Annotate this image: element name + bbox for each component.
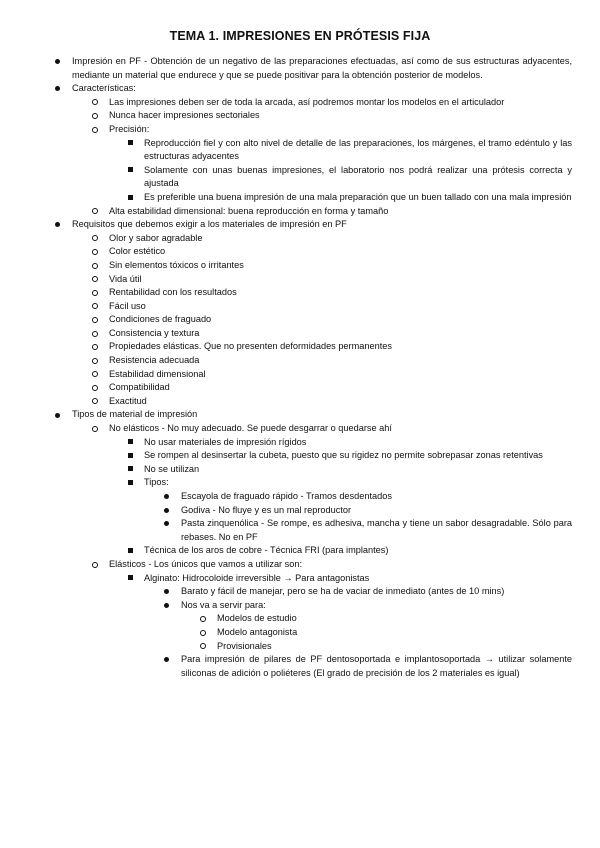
item-text: No elásticos - No muy adecuado. Se puede desgarrar o quedarse ahí <box>109 423 392 434</box>
item-text: Precisión: <box>109 123 150 134</box>
list-item <box>0 96 600 110</box>
bullet-circle-icon <box>92 245 98 259</box>
list-item <box>0 82 600 96</box>
nested-list <box>0 137 600 205</box>
item-text: Escayola de fraguado rápido - Tramos desdentados <box>181 491 392 501</box>
item-text: Para impresión de pilares de PF dentosoportada e implantosoportada → utilizar solamente siliconas de adición o poliéteres (El grado de precisión de los 2 materiales es igual) <box>181 654 572 678</box>
bullet-square-icon <box>128 436 133 450</box>
bullet-circle-icon <box>92 286 98 300</box>
list-item <box>0 422 600 436</box>
bullet-dot-icon <box>164 599 169 613</box>
outline-level-2 <box>0 422 600 680</box>
outline-level-2 <box>0 96 600 218</box>
bullet-dot-icon <box>55 408 60 422</box>
item-text: Tipos: <box>144 477 169 488</box>
item-text: Propiedades elásticas. Que no presenten deformidades permanentes <box>109 341 392 352</box>
list-item <box>0 436 600 450</box>
outline-level-3 <box>0 436 600 558</box>
item-text: Técnica de los aros de cobre - Técnica FRI (para implantes) <box>144 545 389 556</box>
list-item <box>0 286 600 300</box>
bullet-square-icon <box>128 544 133 558</box>
nested-list <box>0 572 600 681</box>
bullet-circle-icon <box>92 96 98 110</box>
nested-list <box>0 232 600 409</box>
list-item <box>0 517 600 544</box>
list-item <box>0 55 600 82</box>
list-item <box>0 476 600 490</box>
list-item <box>0 218 600 232</box>
bullet-circle-icon <box>200 640 206 654</box>
list-item <box>0 612 600 626</box>
document-body <box>0 55 600 680</box>
bullet-dot-icon <box>55 218 60 232</box>
item-text: No se utilizan <box>144 463 200 474</box>
nested-list <box>0 490 600 544</box>
item-text: Color estético <box>109 246 166 257</box>
item-text: Modelo antagonista <box>217 626 298 637</box>
list-item <box>0 599 600 613</box>
item-text: Se rompen al desinsertar la cubeta, puesto que su rigidez no permite sobrepasar zonas retentivas <box>144 450 543 461</box>
bullet-dot-icon <box>164 517 169 531</box>
bullet-circle-icon <box>92 232 98 246</box>
item-text: Elásticos - Los únicos que vamos a utilizar son: <box>109 558 303 569</box>
nested-list <box>0 612 600 653</box>
list-item <box>0 109 600 123</box>
page-title: TEMA 1. IMPRESIONES EN PRÓTESIS FIJA <box>169 29 431 43</box>
item-text: Nos va a servir para: <box>181 599 266 610</box>
list-item <box>0 327 600 341</box>
bullet-circle-icon <box>92 395 98 409</box>
item-text: Barato y fácil de manejar, pero se ha de vaciar de inmediato (antes de 10 mins) <box>181 586 505 597</box>
bullet-dot-icon <box>164 653 169 667</box>
outline-level-1 <box>0 55 600 680</box>
item-text: Alginato: Hidrocoloide irreversible → Para antagonistas <box>144 572 370 583</box>
list-item <box>0 408 600 422</box>
bullet-square-icon <box>128 191 133 205</box>
bullet-circle-icon <box>200 612 206 626</box>
item-text: Reproducción fiel y con alto nivel de detalle de las preparaciones, los márgenes, el tramo edéntulo y las estructuras adyacentes <box>144 137 572 162</box>
bullet-circle-icon <box>92 340 98 354</box>
item-text: Alta estabilidad dimensional: buena reproducción en forma y tamaño <box>109 205 389 216</box>
item-text: Condiciones de fraguado <box>109 314 212 325</box>
bullet-dot-icon <box>55 82 60 96</box>
item-text: No usar materiales de impresión rígidos <box>144 436 307 447</box>
bullet-square-icon <box>128 463 133 477</box>
list-item <box>0 354 600 368</box>
list-item <box>0 395 600 409</box>
item-text: Las impresiones deben ser de toda la arcada, así podremos montar los modelos en el articulador <box>109 96 505 107</box>
list-item <box>0 490 600 504</box>
bullet-square-icon <box>128 572 133 586</box>
item-text: Fácil uso <box>109 300 146 311</box>
bullet-circle-icon <box>92 259 98 273</box>
list-item <box>0 205 600 219</box>
item-text: Características: <box>72 83 136 94</box>
bullet-dot-icon <box>164 490 169 504</box>
item-text: Consistencia y textura <box>109 327 200 338</box>
list-item <box>0 449 600 463</box>
item-text: Tipos de material de impresión <box>72 409 198 420</box>
item-text: Requisitos que debemos exigir a los materiales de impresión en PF <box>72 219 347 230</box>
bullet-circle-icon <box>92 327 98 341</box>
item-text: Godiva - No fluye y es un mal reproductor <box>181 504 352 515</box>
nested-list <box>0 96 600 218</box>
bullet-circle-icon <box>92 368 98 382</box>
bullet-square-icon <box>128 164 133 178</box>
bullet-square-icon <box>128 449 133 463</box>
item-text: Nunca hacer impresiones sectoriales <box>109 110 260 121</box>
bullet-circle-icon <box>92 354 98 368</box>
item-text: Olor y sabor agradable <box>109 232 203 243</box>
bullet-circle-icon <box>92 123 98 137</box>
item-text: Vida útil <box>109 273 142 284</box>
list-item <box>0 572 600 586</box>
list-item <box>0 259 600 273</box>
item-text: Impresión en PF - Obtención de un negativo de las preparaciones efectuadas, así como de sus estructuras adyacentes, mediante un material que endurece y que se puede positivar para la obtención posterior de modelos. <box>72 56 572 80</box>
list-item <box>0 232 600 246</box>
bullet-square-icon <box>128 137 133 151</box>
item-text: Pasta zinquenólica - Se rompe, es adhesiva, mancha y tiene un sabor desagradable. Sólo para rebases. No en PF <box>181 518 572 542</box>
bullet-square-icon <box>128 476 133 490</box>
outline-level-4 <box>0 585 600 680</box>
bullet-circle-icon <box>200 626 206 640</box>
nested-list <box>0 422 600 680</box>
item-text: Exactitud <box>109 395 147 406</box>
list-item <box>0 313 600 327</box>
item-text: Rentabilidad con los resultados <box>109 287 237 298</box>
list-item <box>0 137 600 164</box>
list-item <box>0 164 600 191</box>
bullet-circle-icon <box>92 558 98 572</box>
item-text: Estabilidad dimensional <box>109 368 206 379</box>
list-item <box>0 340 600 354</box>
item-text: Provisionales <box>217 640 272 651</box>
bullet-dot-icon <box>55 55 60 69</box>
list-item <box>0 640 600 654</box>
list-item <box>0 381 600 395</box>
list-item <box>0 504 600 518</box>
list-item <box>0 544 600 558</box>
bullet-circle-icon <box>92 422 98 436</box>
outline-level-3 <box>0 137 600 205</box>
item-text: Modelos de estudio <box>217 613 297 624</box>
list-item <box>0 626 600 640</box>
bullet-circle-icon <box>92 205 98 219</box>
outline-level-4 <box>0 490 600 544</box>
item-text: Compatibilidad <box>109 382 170 393</box>
item-text: Solamente con unas buenas impresiones, el laboratorio nos podrá realizar una prótesis correcta y ajustada <box>144 164 572 189</box>
bullet-circle-icon <box>92 300 98 314</box>
list-item <box>0 273 600 287</box>
item-text: Sin elementos tóxicos o irritantes <box>109 259 244 270</box>
bullet-circle-icon <box>92 381 98 395</box>
bullet-circle-icon <box>92 273 98 287</box>
list-item <box>0 653 600 680</box>
list-item <box>0 191 600 205</box>
list-item <box>0 585 600 599</box>
outline-level-2 <box>0 232 600 409</box>
outline-level-5 <box>0 612 600 653</box>
list-item <box>0 368 600 382</box>
list-item <box>0 300 600 314</box>
list-item <box>0 463 600 477</box>
nested-list <box>0 585 600 680</box>
item-text: Resistencia adecuada <box>109 355 200 366</box>
list-item <box>0 123 600 137</box>
bullet-circle-icon <box>92 109 98 123</box>
nested-list <box>0 436 600 558</box>
bullet-circle-icon <box>92 313 98 327</box>
list-item <box>0 245 600 259</box>
bullet-dot-icon <box>164 585 169 599</box>
bullet-dot-icon <box>164 504 169 518</box>
outline-level-3 <box>0 572 600 681</box>
list-item <box>0 558 600 572</box>
item-text: Es preferible una buena impresión de una mala preparación que un buen tallado con una mala impresión <box>144 191 572 202</box>
